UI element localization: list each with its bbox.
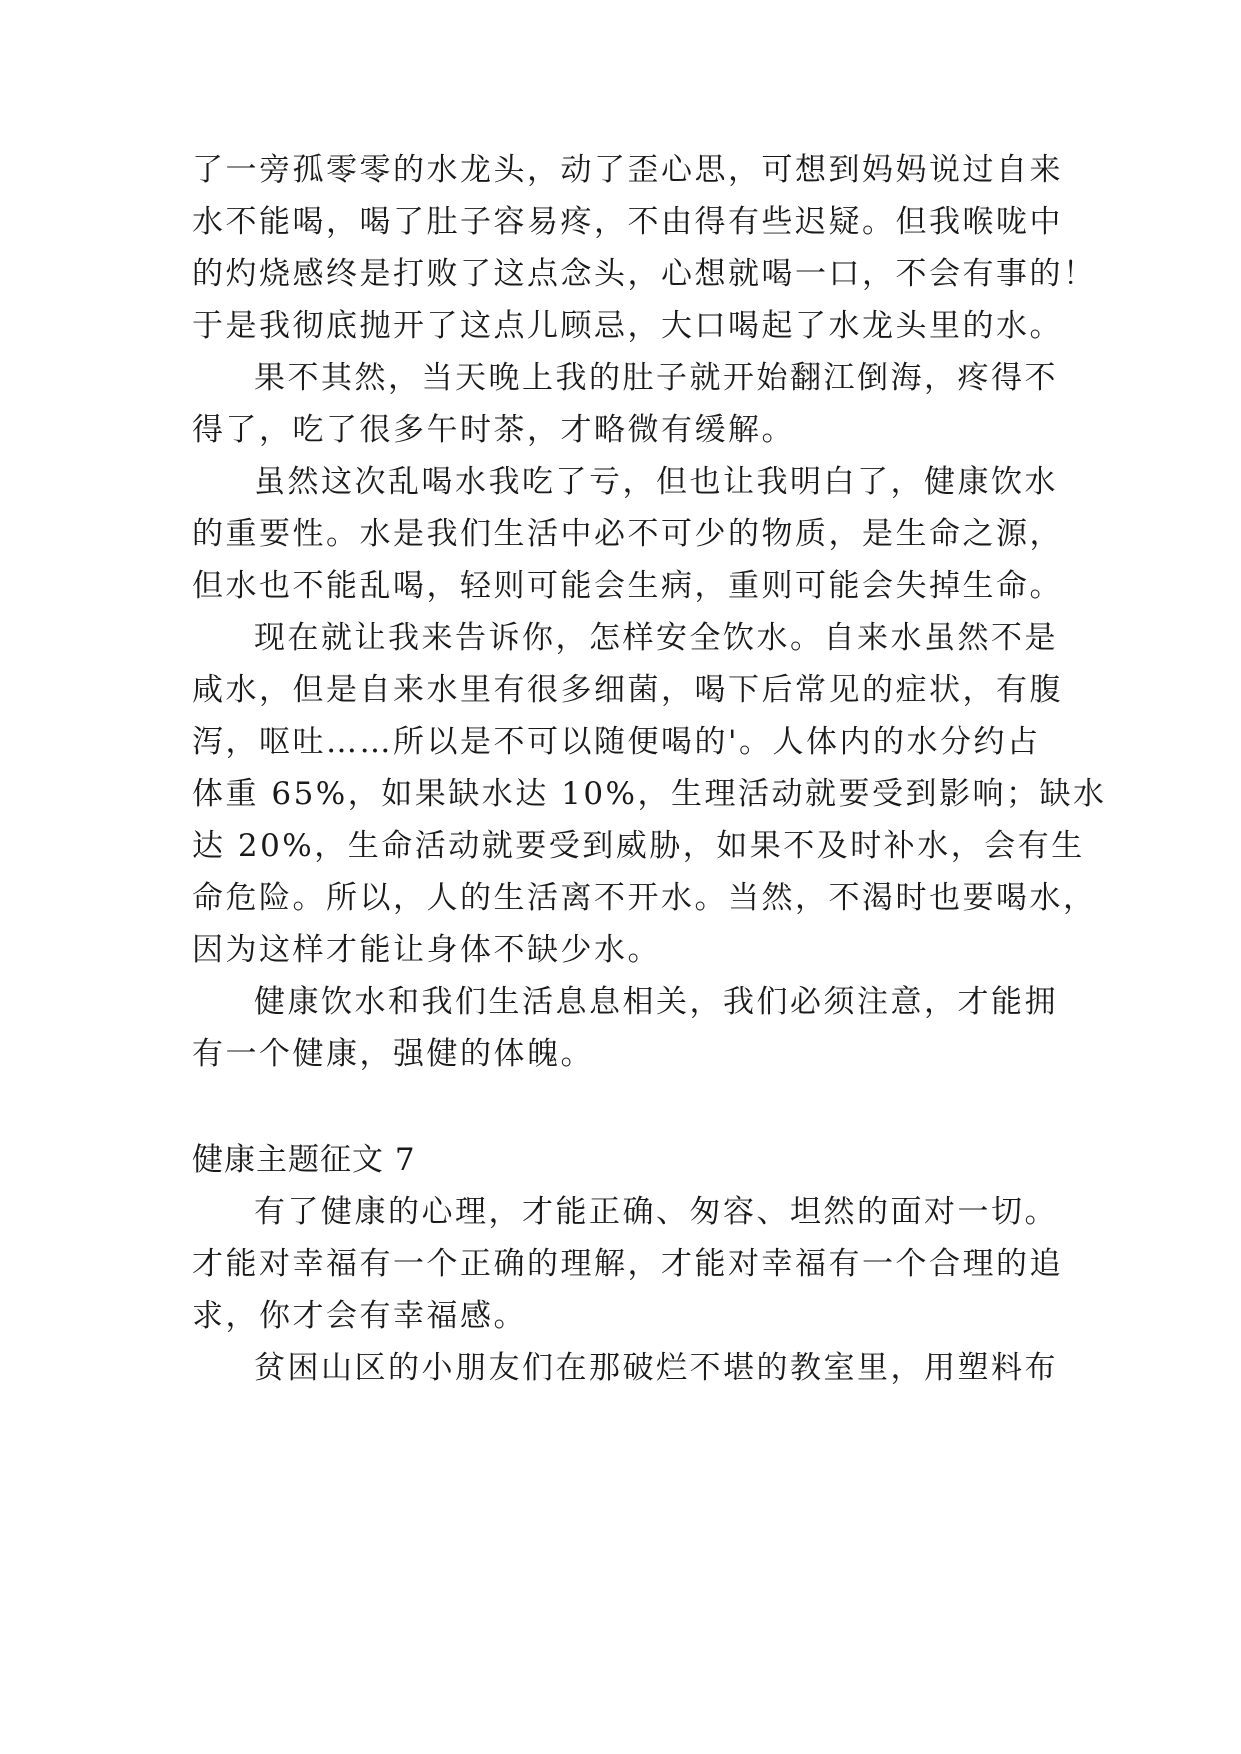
paragraph-line: 泻，呕吐……所以是不可以随便喝的'。人体内的水分约占	[192, 724, 1041, 760]
paragraph-line: 体重 65%，如果缺水达 10%，生理活动就要受到影响；缺水	[192, 776, 1107, 812]
paragraph-line: 水不能喝，喝了肚子容易疼，不由得有些迟疑。但我喉咙中	[192, 204, 1063, 240]
paragraph-line: 果不其然，当天晚上我的肚子就开始翻江倒海，疼得不	[254, 360, 1058, 396]
paragraph-line: 的灼烧感终是打败了这点念头，心想就喝一口，不会有事的！	[192, 256, 1097, 292]
paragraph-line: 但水也不能乱喝，轻则可能会生病，重则可能会失掉生命。	[192, 568, 1063, 604]
paragraph-line: 的重要性。水是我们生活中必不可少的物质，是生命之源，	[192, 516, 1063, 552]
paragraph-line: 有一个健康，强健的体魄。	[192, 1036, 594, 1072]
paragraph-line: 健康饮水和我们生活息息相关，我们必须注意，才能拥	[254, 984, 1058, 1020]
paragraph-line: 因为这样才能让身体不缺少水。	[192, 932, 661, 968]
paragraph-line: 命危险。所以，人的生活离不开水。当然，不渴时也要喝水，	[192, 880, 1097, 916]
section-heading: 健康主题征文 7	[192, 1142, 416, 1178]
paragraph-line: 求，你才会有幸福感。	[192, 1298, 527, 1334]
paragraph-line: 虽然这次乱喝水我吃了亏，但也让我明白了，健康饮水	[254, 464, 1058, 500]
paragraph-line: 有了健康的心理，才能正确、匆容、坦然的面对一切。	[254, 1194, 1058, 1230]
paragraph-line: 贫困山区的小朋友们在那破烂不堪的教室里，用塑料布	[254, 1350, 1058, 1386]
paragraph-line: 于是我彻底抛开了这点儿顾忌，大口喝起了水龙头里的水。	[192, 308, 1063, 344]
paragraph-line: 现在就让我来告诉你，怎样安全饮水。自来水虽然不是	[254, 620, 1058, 656]
paragraph-line: 得了，吃了很多午时茶，才略微有缓解。	[192, 412, 795, 448]
paragraph-line: 了一旁孤零零的水龙头，动了歪心思，可想到妈妈说过自来	[192, 152, 1063, 188]
paragraph-line: 达 20%，生命活动就要受到威胁，如果不及时补水，会有生	[192, 828, 1085, 864]
paragraph-line: 咸水，但是自来水里有很多细菌，喝下后常见的症状，有腹	[192, 672, 1063, 708]
paragraph-line: 才能对幸福有一个正确的理解，才能对幸福有一个合理的追	[192, 1246, 1063, 1282]
